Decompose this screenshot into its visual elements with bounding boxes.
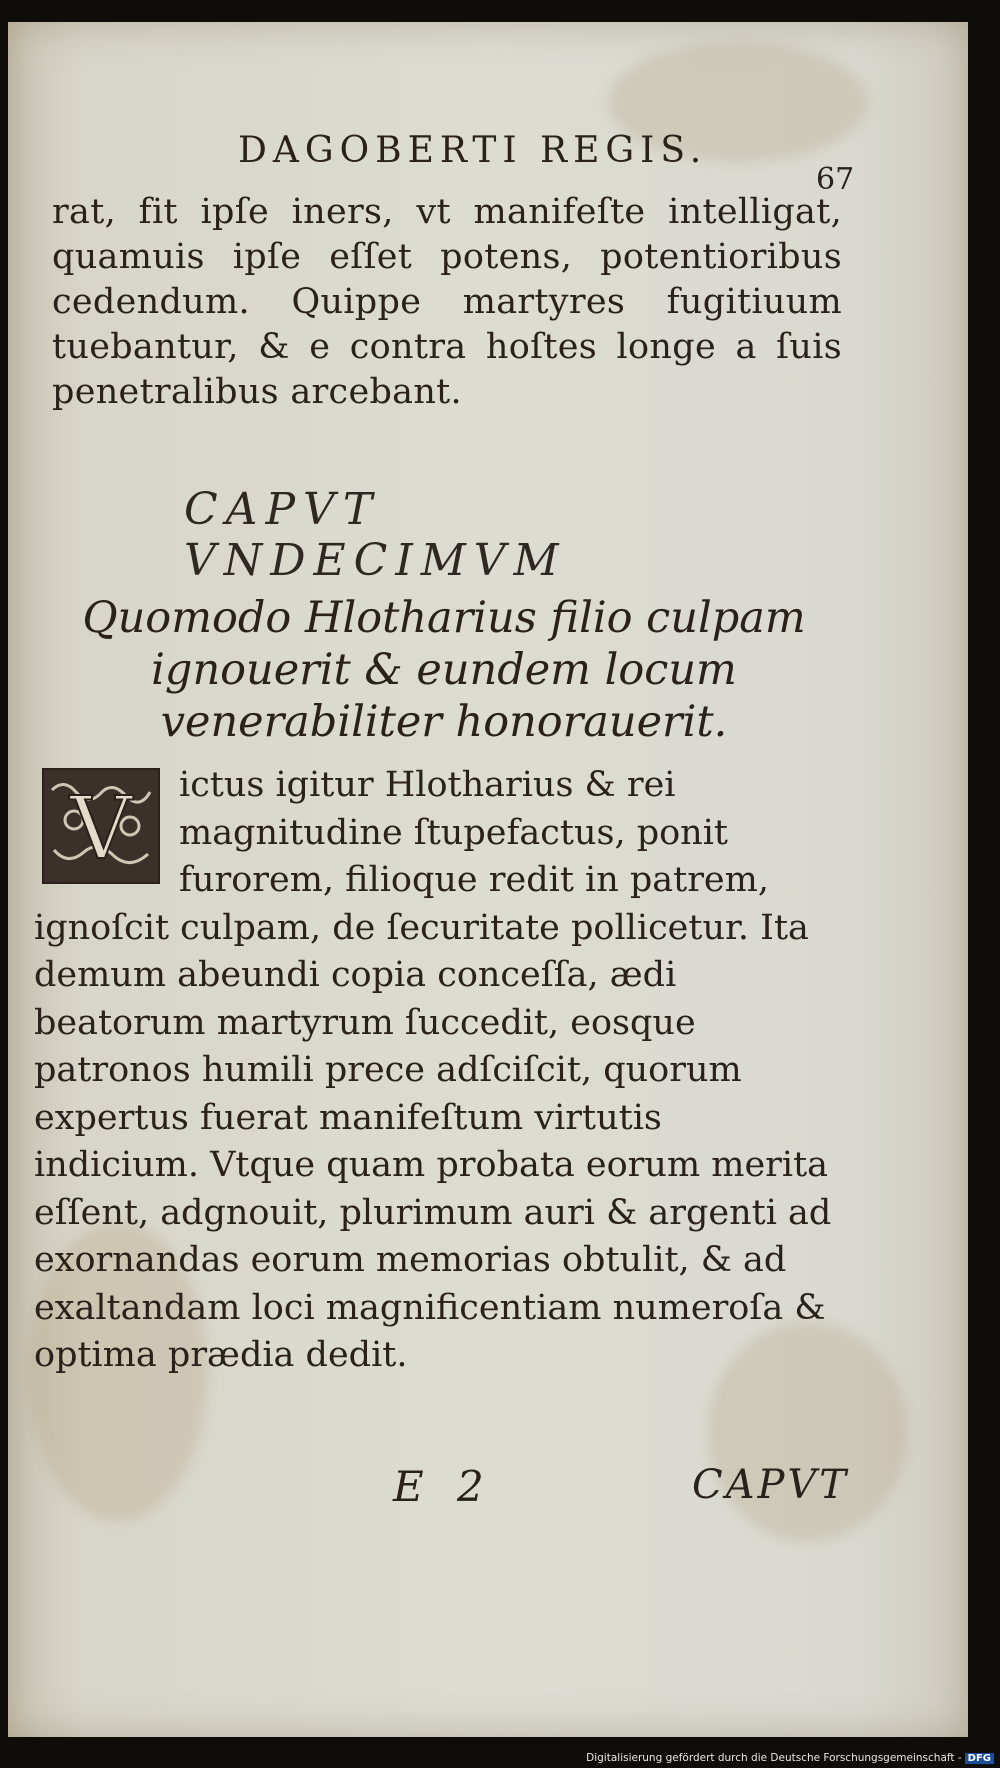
paragraph-opening: ictus igitur Hlotharius & rei magnitudine ſtupefactus, ponit furorem, filioque redit in patrem, [179, 765, 769, 900]
chapter-title: CAPVT VNDECIMVM [184, 484, 567, 586]
page-number: 67 [816, 162, 855, 197]
credit-text: Digitalisierung gefördert durch die Deutsche Forschungsgemeinschaft - [586, 1752, 962, 1764]
body-text-top: rat, fit ipſe iners, vt manifeſte intelligat, quamuis ipſe eſſet potens, potentioribus cedendum. Quippe martyres fugitiuum tuebantur, & e contra hoſtes longe a ſuis penetralibus arcebant. [52, 192, 842, 412]
signature-mark: E 2 [393, 1462, 494, 1511]
digitization-credit [586, 1752, 994, 1764]
dfg-logo-icon: DFG [965, 1753, 994, 1764]
catchword: CAPVT [692, 1462, 849, 1508]
running-head: DAGOBERTI REGIS. [238, 130, 708, 171]
main-paragraph [34, 762, 834, 1380]
chapter-heading: Quomodo Hlotharius filio culpam ignouerit & eundem locum venerabiliter honorauerit. [82, 593, 806, 747]
paragraph-rest: ignoſcit culpam, de ſecuritate pollicetur. Ita demum abeundi copia conceſſa, ædi beatorum martyrum ſuccedit, eosque patronos humili prece adſciſcit, quorum expertus fuerat manifeſtum virtutis indicium. Vtque quam probata eorum merita eſſent, adgnouit, plurimum auri & argenti ad exornandas eorum memorias obtulit, & ad exaltandam loci magnificentiam numeroſa & optima prædia dedit. [34, 907, 832, 1375]
book-page [8, 22, 968, 1737]
initial-letter: V [69, 779, 133, 879]
